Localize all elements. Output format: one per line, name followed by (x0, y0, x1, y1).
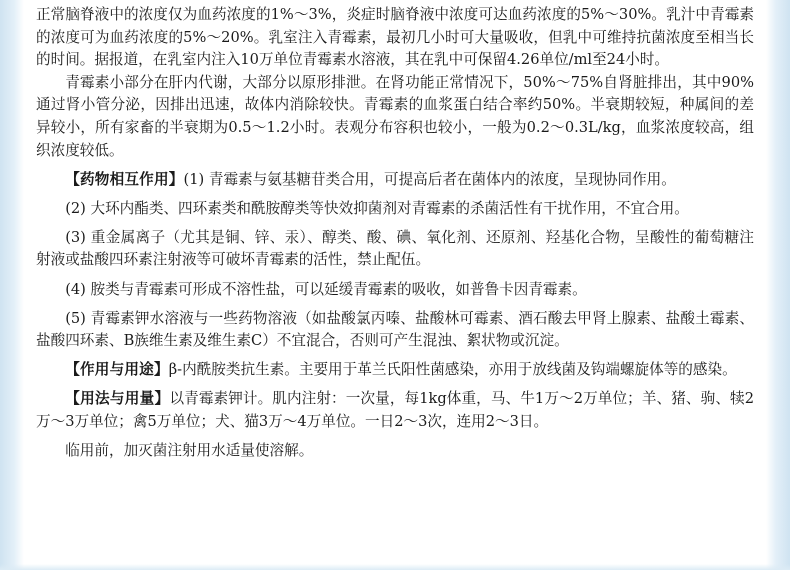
paragraph-text: (5) 青霉素钾水溶液与一些药物溶液（如盐酸氯丙嗪、盐酸林可霉素、酒石酸去甲肾上腺素、盐酸土霉素、盐酸四环素、B族维生素及维生素C）不宜混合，否则可产生混浊、絮状物或沉淀。 (36, 309, 754, 350)
paragraph-elimination (36, 72, 754, 162)
section-dosage (36, 388, 754, 433)
paragraph-preparation-note (36, 440, 754, 463)
paragraph-text: (4) 胺类与青霉素可形成不溶性盐，可以延缓青霉素的吸收，如普鲁卡因青霉素。 (65, 280, 587, 298)
paragraph-distribution (36, 4, 754, 72)
section-label: 【药物相互作用】 (65, 170, 184, 188)
paragraph-text: 青霉素小部分在肝内代谢，大部分以原形排泄。在肾功能正常情况下，50%～75%自肾脏排出，其中90%通过肾小管分泌，因排出迅速，故体内消除较快。青霉素的血浆蛋白结合率约50%。半衰期较短，种属间的差异较小，所有家畜的半衰期为0.5～1.2小时。表观分布容积也较小，一般为0.2～0.3L/kg，血浆浓度较高，组织浓度较低。 (36, 73, 754, 159)
interaction-item-4 (36, 279, 754, 302)
paragraph-text: (1) 青霉素与氨基糖苷类合用，可提高后者在菌体内的浓度，呈现协同作用。 (183, 170, 676, 188)
paragraph-text: (3) 重金属离子（尤其是铜、锌、汞）、醇类、酸、碘、氧化剂、还原剂、羟基化合物，呈酸性的葡萄糖注射液或盐酸四环素注射液等可破坏青霉素的活性，禁止配伍。 (36, 228, 754, 269)
document-page (24, 0, 766, 570)
interaction-item-2 (36, 198, 754, 221)
section-drug-interactions (36, 169, 754, 192)
section-action-and-use (36, 359, 754, 382)
paragraph-text: 临用前，加灭菌注射用水适量使溶解。 (65, 442, 314, 460)
paragraph-text: 以青霉素钾计。肌内注射：一次量，每1kg体重，马、牛1万～2万单位；羊、猪、驹、犊2万～3万单位；禽5万单位；犬、猫3万～4万单位。一日2～3次，连用2～3日。 (36, 390, 754, 430)
interaction-item-5 (36, 308, 754, 353)
section-label: 【作用与用途】 (65, 361, 169, 379)
section-label: 【用法与用量】 (65, 390, 170, 408)
paragraph-text: 正常脑脊液中的浓度仅为血药浓度的1%～3%，炎症时脑脊液中浓度可达血药浓度的5%～30%。乳汁中青霉素的浓度可为血药浓度的5%～20%。乳室注入青霉素，最初几小时可大量吸收，但乳中可维持抗菌浓度至相当长的时间。据报道，在乳室内注入10万单位青霉素水溶液，其在乳中可保留4.26单位/ml至24小时。 (36, 6, 754, 69)
paragraph-text: (2) 大环内酯类、四环素类和酰胺醇类等快效抑菌剂对青霉素的杀菌活性有干扰作用，不宜合用。 (65, 199, 689, 217)
paragraph-text: β-内酰胺类抗生素。主要用于革兰氏阳性菌感染，亦用于放线菌及钩端螺旋体等的感染。 (168, 361, 737, 379)
interaction-item-3 (36, 227, 754, 272)
bottom-edge-shade (0, 564, 790, 570)
